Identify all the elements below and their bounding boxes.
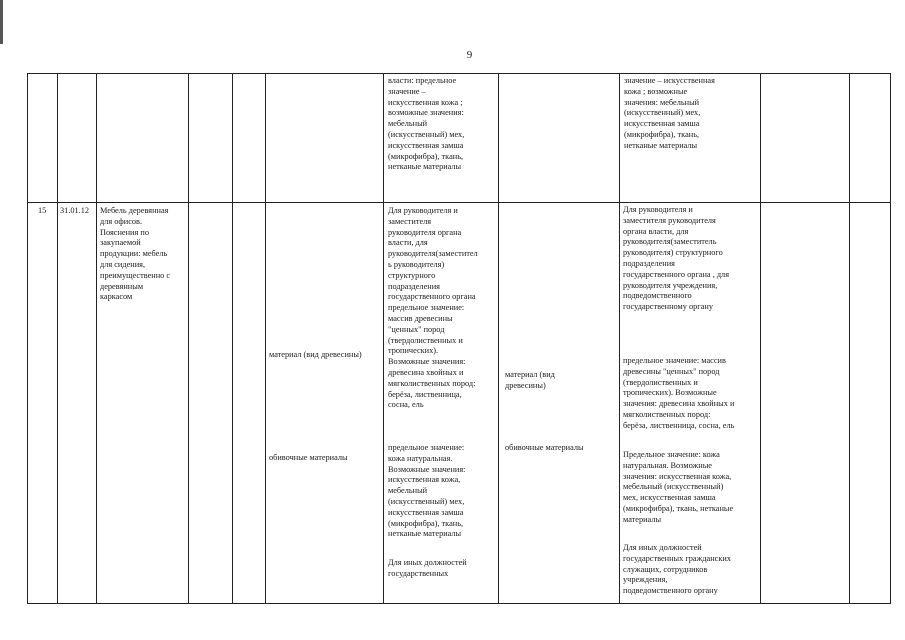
- row-separator: [27, 202, 891, 203]
- column-line: [619, 73, 620, 604]
- column-line: [890, 73, 891, 604]
- characteristic-wood-2: материал (вид древесины): [505, 370, 555, 390]
- characteristic-upholstery-2: обивочные материалы: [505, 443, 584, 452]
- column-line: [849, 73, 850, 604]
- column-line: [96, 73, 97, 604]
- value-upholstery-gov: предельное значение: кожа натуральная. Возможные значения: искусственная кожа, мебельный (искусственный) мех, искусственная замша (микрофибра), ткань, нетканые материалы: [388, 443, 466, 539]
- value-wood-gov: Для руководителя и заместителя руководителя органа власти, для руководителя(заместител ь руководителя) структурного подразделения государственного органа предельное значение: массив древесины "ценных" пород (твердолиственных и тропических). Возможные значения: древесина хвойных и мягколиственных пород: берёза, лиственница, сосна, ель: [388, 206, 478, 410]
- row-number: 15: [38, 206, 47, 215]
- top-row-value-col6: власти: предельное значение – искусственная кожа ; возможные значения: мебельный (искусственный) мех, искусственная замша (микрофибра), ткань, нетканые материалы: [388, 76, 465, 172]
- characteristic-wood: материал (вид древесины): [269, 350, 362, 359]
- column-line: [498, 73, 499, 604]
- page-number: 9: [466, 49, 473, 61]
- table-bottom-border: [27, 603, 891, 604]
- characteristic-upholstery: обивочные материалы: [269, 453, 348, 462]
- column-line: [57, 73, 58, 604]
- value-intro-agency: Для руководителя и заместителя руководителя органа власти, для руководителя(заместитель руководителя) структурного подразделения государственного органа , для руководителя учреждения, подведомственного государственному органу: [623, 205, 730, 312]
- okpd-code: 31.01.12: [60, 206, 90, 215]
- value-other-gov: Для иных должностей государственных: [388, 558, 467, 578]
- scan-edge-mark: [0, 0, 3, 44]
- column-line: [760, 73, 761, 604]
- value-wood-agency: предельное значение: массив древесины "ценных" пород (твердолиственных и тропических). Возможные значения: древесина хвойных и мягколиственных пород: берёза, лиственница, сосна, ель: [623, 356, 735, 430]
- value-upholstery-agency: Предельное значение: кожа натуральная. Возможные значения: искусственная кожа, мебельный (искусственный) мех, искусственная замша (микрофибра), ткань, нетканые материалы: [623, 450, 734, 524]
- column-line: [188, 73, 189, 604]
- top-row-value-col8: значение – искусственная кожа ; возможные значения: мебельный (искусственный) мех, искусственная замша (микрофибра), ткань, нетканые материалы: [624, 76, 715, 150]
- column-line: [265, 73, 266, 604]
- column-line: [27, 73, 28, 604]
- table-top-border: [27, 73, 891, 74]
- column-line: [232, 73, 233, 604]
- value-other-agency: Для иных должностей государственных гражданских служащих, сотрудников учреждения, подведомственного органу: [623, 543, 731, 596]
- column-line: [383, 73, 384, 604]
- product-name: Мебель деревянная для офисов. Пояснения по закупаемой продукции: мебель для сидения, преимущественно с деревянным каркасом: [100, 206, 171, 302]
